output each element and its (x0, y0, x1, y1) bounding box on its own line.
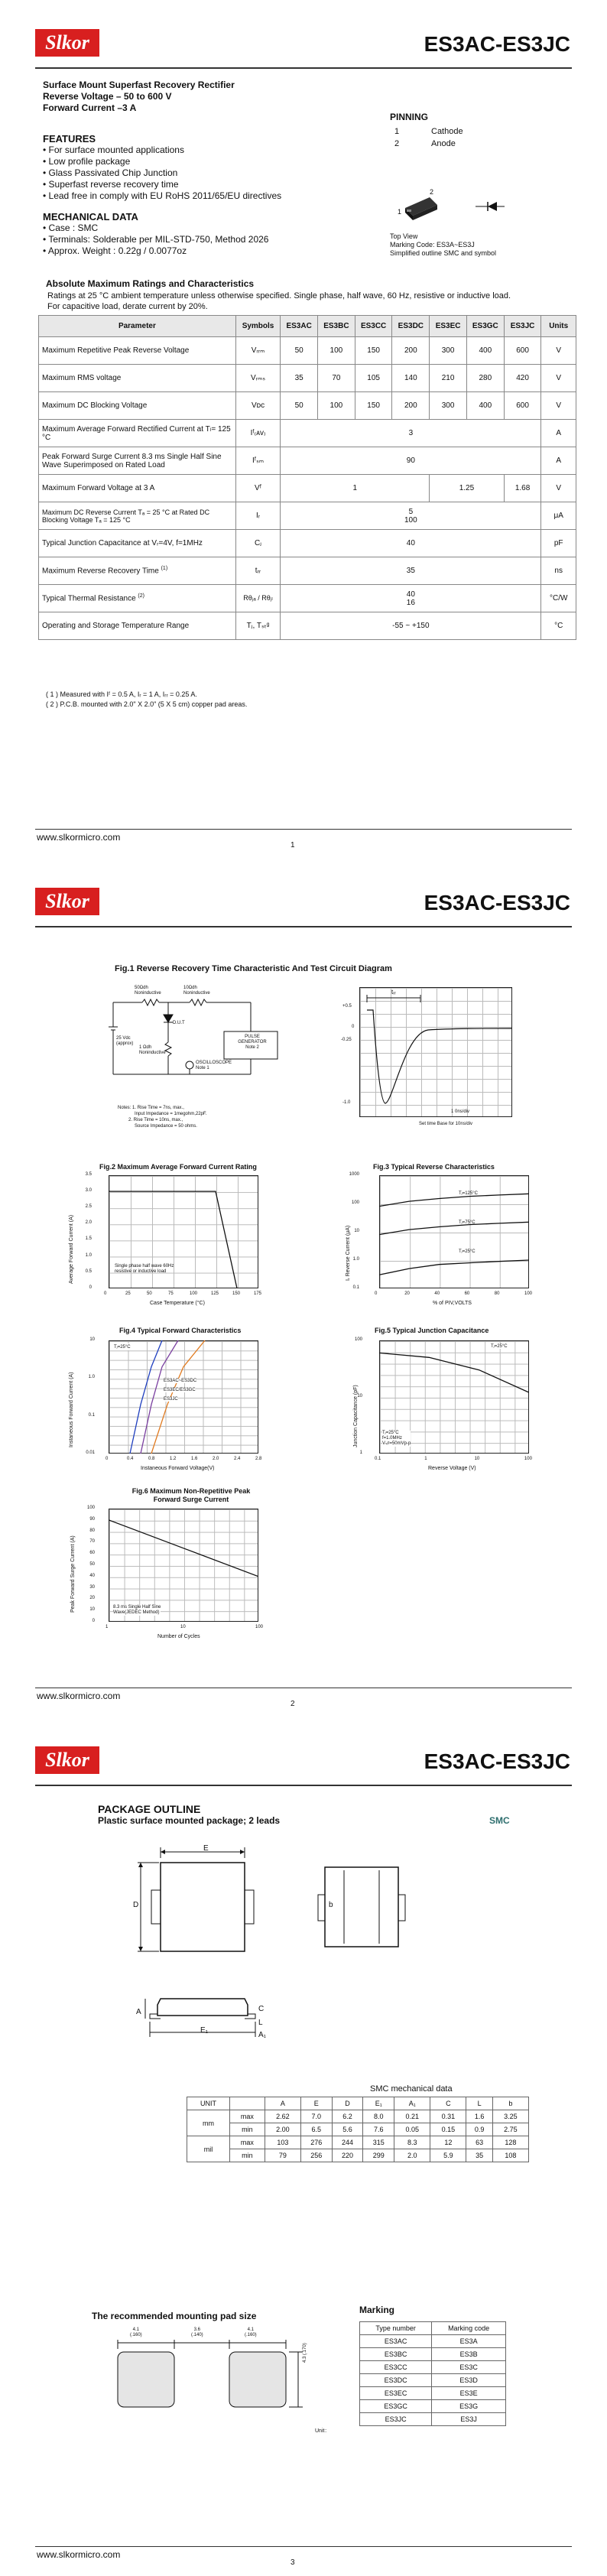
tick-label: 0 (105, 1457, 109, 1461)
fig2-ylabel: Average Forward Current (A) (69, 1214, 74, 1284)
page-3: Slkor ES3AC-ES3JC PACKAGE OUTLINE Plastic surface mounted package; 2 leads SMC E D b A C L E₁ A₁ SMC mechanical data UNIT A E D E₁ A₁ C L b mm max 2.62 7.0 6.2 8.0 0.21 0.31 1.6 3.25 min 2.00 6.5 5.6 7.6 0.05 0.15 0.9 2.75 mil max 103 276 244 315 8.3 12 63 128 min 79 256 220 299 2.0 5.9 35 108 The recommended mounting pad size 4.1 (.160) 3.6 (.140) 4.1 (.160) 4.3 (.170) Unit： Marking Type number Marking code ES3AC ES3A ES3BC ES3B ES3CC ES3C ES3DC ES3D ES3EC ES3E ES3GC ES3G ES3JC ES3J www.slkormicro.com 3 (0, 1717, 607, 2576)
ratings-title: Absolute Maximum Ratings and Characteristics (46, 278, 255, 289)
table-header-row: Parameter Symbols ES3AC ES3BC ES3CC ES3DC ES3EC ES3GC ES3JC Units (39, 316, 576, 337)
tick-label: 60 (89, 1551, 95, 1556)
page-number: 2 (291, 1700, 295, 1708)
doc-title: ES3AC-ES3JC (424, 891, 570, 914)
fig5-title: Fig.5 Typical Junction Capacitance (375, 1327, 489, 1334)
tick-label: 10 (357, 1394, 362, 1398)
marking-title: Marking (359, 2305, 395, 2315)
tick-label: 1.5 (85, 1236, 92, 1242)
tick-label: 10 (354, 1229, 359, 1233)
fig3-xlabel: % of PIV,VOLTS (433, 1301, 472, 1306)
tick-label: 0.01 (86, 1450, 95, 1455)
header-rule (35, 926, 572, 927)
feature-item: • Superfast reverse recovery time (43, 179, 179, 190)
mech-table (187, 2097, 529, 2162)
tick-label: 80 (89, 1528, 95, 1533)
table-row: mm max 2.62 7.0 6.2 8.0 0.21 0.31 1.6 3.25 (187, 2110, 529, 2123)
tick-label: 0.1 (352, 1285, 359, 1290)
header-rule (35, 67, 572, 69)
tick-label: 0 (375, 1291, 378, 1296)
table-row: Maximum DC Blocking Voltage Vᴅᴄ 50 100 150 200 300 400 600 V (39, 392, 576, 420)
fig6-title: Fig.6 Maximum Non-Repetitive Peak Forward Surge Current (131, 1487, 251, 1503)
tick-label: 100 (354, 1337, 362, 1342)
table-header-row: UNIT A E D E₁ A₁ C L b (187, 2097, 529, 2110)
table-row: ES3AC ES3A (360, 2335, 506, 2348)
tick-label: 2.5 (85, 1204, 92, 1210)
tick-label: 100 (86, 1506, 95, 1510)
footer-rule (35, 2546, 572, 2547)
fig5-xlabel: Reverse Voltage (V) (428, 1466, 476, 1471)
tick-label: 1.2 (170, 1457, 177, 1461)
tick-label: 2.0 (213, 1457, 219, 1461)
tick-label: 10 (180, 1625, 186, 1629)
tick-label: 1 (424, 1457, 427, 1461)
fig1-notes: Notes: 1. Rise Time = 7ns, max., Input Impedance = 1megohm,22pF. 2. Rise Time = 10ns, max., Source Impedance = 50 ohms. (118, 1106, 207, 1129)
pin2-label: 2 (430, 188, 434, 196)
mechanical-title: MECHANICAL DATA (43, 211, 138, 223)
feature-item: • Glass Passivated Chip Junction (43, 167, 178, 178)
tick-label: 0.8 (148, 1457, 155, 1461)
table-row: ES3DC ES3D (360, 2374, 506, 2387)
tick-label: 2.0 (85, 1220, 92, 1226)
tick-label: 100 (524, 1457, 532, 1461)
fig2-xlabel: Case Temperature (°C) (150, 1301, 205, 1306)
table-header-row: Type number Marking code (360, 2322, 506, 2335)
table-row: Maximum RMS voltage Vᵣₘₛ 35 70 105 140 210 280 420 V (39, 365, 576, 392)
tick-label: 125 (211, 1291, 219, 1296)
mech-title: SMC mechanical data (370, 2084, 453, 2094)
mounting-pad-drawing (107, 2334, 329, 2418)
tick-label: 1 (105, 1625, 109, 1629)
tick-label: 50 (89, 1562, 95, 1567)
table-row: Maximum DC Reverse Current Tₐ = 25 °C at Rated DC Blocking Voltage Tₐ = 125 °C Iᵣ 5 100 μA (39, 502, 576, 530)
table-row: Maximum Repetitive Peak Reverse Voltage Vᵣᵣₘ 50 100 150 200 300 400 600 V (39, 337, 576, 365)
table-row: Typical Junction Capacitance at Vᵣ=4V, f=1MHz Cⱼ 40 pF (39, 530, 576, 557)
tick-label: 1000 (349, 1172, 359, 1177)
brand-logo: Slkor (35, 1746, 99, 1774)
pinning-title: PINNING (390, 112, 429, 122)
pinning (390, 112, 573, 148)
tick-label: 80 (494, 1291, 500, 1296)
mechanical-item: • Approx. Weight : 0.22g / 0.0077oz (43, 245, 187, 256)
feature-item: • Low profile package (43, 156, 131, 167)
table-row: Maximum Reverse Recovery Time $^{(1)}$ tᵣᵣ 35 ns (39, 557, 576, 585)
brand-logo: Slkor (35, 888, 99, 915)
tick-label: 0 (92, 1619, 95, 1623)
tick-label: 10 (89, 1607, 95, 1613)
fig4-title: Fig.4 Typical Forward Characteristics (119, 1327, 242, 1334)
fig4-series-line (151, 1340, 205, 1454)
pin1-label: 1 (398, 208, 402, 216)
features (43, 133, 281, 202)
tick-label: 0 (89, 1285, 92, 1290)
table-row: min 79 256 220 299 2.0 5.9 35 108 (187, 2149, 529, 2162)
footer-url[interactable]: www.slkormicro.com (37, 832, 121, 843)
tick-label: 70 (89, 1539, 95, 1545)
tick-label: 0.5 (85, 1269, 92, 1274)
fig4-xlabel: Instaneous Forward Voltage(V) (141, 1466, 215, 1471)
table-row: Maximum Forward Voltage at 3 A Vᶠ 1 1.25 1.68 V (39, 475, 576, 502)
page-number: 3 (291, 2558, 295, 2567)
tick-label: 40 (89, 1573, 95, 1578)
table-row: ES3GC ES3G (360, 2400, 506, 2413)
tick-label: 0.1 (88, 1412, 95, 1418)
pin-row: 2 Anode (394, 139, 456, 148)
ratings-table (38, 315, 576, 640)
package-outline-drawing (115, 1832, 420, 2077)
fig5-ylabel: Junction Capacitance (pF) (353, 1385, 359, 1447)
brand-logo: Slkor (35, 29, 99, 57)
mechanical (43, 211, 268, 257)
tick-label: 2.8 (255, 1457, 262, 1461)
fig6-xlabel: Number of Cycles (157, 1634, 200, 1639)
fig5-series-line (379, 1353, 529, 1392)
tick-label: 3.5 (85, 1172, 92, 1177)
tick-label: 100 (351, 1200, 359, 1205)
tick-label: 175 (254, 1291, 262, 1296)
tick-label: 30 (89, 1584, 95, 1590)
tick-label: 1.0 (85, 1252, 92, 1258)
tick-label: 10 (474, 1457, 480, 1461)
tick-label: 1 (359, 1450, 362, 1455)
tick-label: 0.4 (127, 1457, 134, 1461)
footer-url[interactable]: www.slkormicro.com (37, 1691, 121, 1701)
outline-title: PACKAGE OUTLINE (98, 1803, 201, 1815)
tick-label: 1.6 (191, 1457, 198, 1461)
tick-label: 10 (89, 1337, 95, 1342)
tick-label: 50 (147, 1291, 152, 1296)
tick-label: 60 (464, 1291, 470, 1296)
tick-label: 100 (524, 1291, 533, 1296)
ratings-note: Ratings at 25 °C ambient temperature unless otherwise specified. Single phase, half wave, 60 Hz, resistive or inductive load. For capacitive load, derate current by 20%. (47, 291, 511, 311)
tick-label: 1.0 (352, 1257, 359, 1262)
doc-title: ES3AC-ES3JC (424, 32, 570, 56)
tick-label: 0.1 (375, 1457, 381, 1461)
marking-table (359, 2321, 506, 2426)
footer-url[interactable]: www.slkormicro.com (37, 2549, 121, 2560)
footer-rule (35, 829, 572, 830)
fig2-title: Fig.2 Maximum Average Forward Current Rating (99, 1163, 257, 1171)
tick-label: 2.4 (234, 1457, 241, 1461)
summary-line: Surface Mount Superfast Recovery Rectifier (43, 80, 235, 90)
fig6-series-line (109, 1520, 258, 1577)
fig3-plot (379, 1175, 529, 1288)
table-row: ES3JC ES3J (360, 2413, 506, 2426)
tick-label: 90 (89, 1516, 95, 1522)
header-rule (35, 1785, 572, 1786)
table-row: min 2.00 6.5 5.6 7.6 0.05 0.15 0.9 2.75 (187, 2123, 529, 2136)
outline-subtitle: Plastic surface mounted package; 2 leads (98, 1815, 281, 1826)
fig3-ylabel: Iᵣ Reverse Current (μA) (346, 1225, 351, 1281)
table-row: Peak Forward Surge Current 8.3 ms Single Half Sine Wave Superimposed on Rated Load Iᶠₛₘ 90 A (39, 447, 576, 475)
doc-title: ES3AC-ES3JC (424, 1749, 570, 1773)
table-row: ES3CC ES3C (360, 2361, 506, 2374)
pin-row: 1 Cathode (394, 127, 463, 136)
tick-label: 100 (190, 1291, 198, 1296)
page-2: Slkor ES3AC-ES3JC Fig.1 Reverse Recovery Time Characteristic And Test Circuit Diagram 50Ωdh Noninductive 10Ωdh Noninductive D.U.T 25 Vdc (approx) PULSE GENERATOR Note 2 1 Ωdh Noninductive OSCILLOSCOPE Note 1 Notes: 1. Rise Time = 7ns, max., Input Impedance = 1megohm,22pF. 2. Rise Time = 10ns, max., Source Impedance = 50 ohms. tᵣᵣ +0.5 0 -0.25 -1.0 1 0ns/div Set time Base for 10ns/div Fig.2 Maximum Average Forward Current Rating Single phase half wave 60Hz resistive or inductive load Average Forward Current (A) Case Temperature (°C) 3.5 3.0 2.5 2.0 1.5 1.0 0.5 0 0 25 50 75 100 125 150 175 Fig.3 Typical Reverse Characteristics Tⱼ=125°C Tⱼ=75°C Tⱼ=25°C Iᵣ Reverse Current (μA) % of PIV,VOLTS 1000 100 10 1.0 0.1 0 20 40 60 80 100 Fig.4 Typical Forward Characteristics Tⱼ=25°C ES3AC~ES3DC ES3EC/ES3GC ES3JC Instaneous Forward Current (A) Instaneous Forward Voltage(V) 10 1.0 0.1 0.01 0 0.4 0.8 1.2 1.6 2.0 2.4 2.8 Fig.5 Typical Junction Capacitance Tⱼ=25°C Tⱼ=25°C f=1.0MHz Vₛᵢᵍ=50mVp-p Junction Capacitance (pF) Reverse Voltage (V) 100 10 1 0.1 1 10 100 Fig.6 Maximum Non-Repetitive Peak Forward Surge Current 8.3 ms Single Half Sine Wave(JEDEC Method) Peak Forward Surge Current (A) Number of Cycles 100 90 80 70 60 50 40 30 20 10 0 1 10 100 www.slkormicro.com 2 (0, 859, 607, 1717)
tick-label: 20 (404, 1291, 410, 1296)
fig1-title: Fig.1 Reverse Recovery Time Characteristic And Test Circuit Diagram (115, 964, 392, 973)
footnotes: ( 1 ) Measured with Iᶠ = 0.5 A, Iᵣ = 1 A, Iᵣᵣ = 0.25 A. ( 2 ) P.C.B. mounted with 2.0" X 2.0" (5 X 5 cm) copper pad areas. (46, 690, 248, 708)
tick-label: 150 (232, 1291, 241, 1296)
table-row: mil max 103 276 244 315 8.3 12 63 128 (187, 2136, 529, 2149)
fig6-ylabel: Peak Forward Surge Current (A) (70, 1535, 76, 1613)
mechanical-item: • Terminals: Solderable per MIL-STD-750, Method 2026 (43, 234, 269, 245)
package-name: SMC (489, 1815, 510, 1826)
smc-package-icon (390, 180, 512, 231)
fig3-series-line (379, 1222, 529, 1234)
fig1-waveform (359, 987, 512, 1117)
features-title: FEATURES (43, 133, 96, 145)
tick-label: 3.0 (85, 1188, 92, 1194)
tick-label: 20 (89, 1596, 95, 1601)
fig3-title: Fig.3 Typical Reverse Characteristics (373, 1163, 495, 1171)
mechanical-item: • Case : SMC (43, 223, 99, 233)
page-number: 1 (291, 841, 295, 849)
mounting-title: The recommended mounting pad size (92, 2311, 257, 2321)
fig3-series-line (379, 1194, 529, 1206)
tick-label: 25 (125, 1291, 131, 1296)
pinning-caption: Top View Marking Code: ES3A~ES3J Simplified outline SMC and symbol (390, 232, 497, 257)
tick-label: 0 (104, 1291, 107, 1296)
fig3-series-line (379, 1260, 529, 1275)
tick-label: 1.0 (88, 1375, 95, 1380)
tick-label: 40 (434, 1291, 440, 1296)
table-row: Typical Thermal Resistance $^{(2)}$ Rθⱼₐ / Rθⱼₗ 40 16 °C/W (39, 585, 576, 612)
page-1 (0, 0, 607, 859)
summary-line: Reverse Voltage – 50 to 600 V (43, 91, 172, 102)
summary-line: Forward Current –3 A (43, 102, 137, 113)
table-row: Operating and Storage Temperature Range Tⱼ, Tₛₜᵍ -55 ~ +150 °C (39, 612, 576, 640)
tick-label: 100 (255, 1625, 264, 1629)
feature-item: • For surface mounted applications (43, 145, 184, 155)
table-row: ES3EC ES3E (360, 2387, 506, 2400)
fig4-plot (109, 1340, 258, 1454)
tick-label: 75 (168, 1291, 174, 1296)
feature-item: • Lead free in comply with EU RoHS 2011/65/EU directives (43, 190, 282, 201)
table-row: ES3BC ES3B (360, 2348, 506, 2361)
summary (43, 80, 235, 114)
table-row: Maximum Average Forward Rectified Current at Tₗ= 125 °C Iᶠ₍ᴀᴠ₎ 3 A (39, 420, 576, 447)
fig4-ylabel: Instaneous Forward Current (A) (69, 1372, 74, 1447)
